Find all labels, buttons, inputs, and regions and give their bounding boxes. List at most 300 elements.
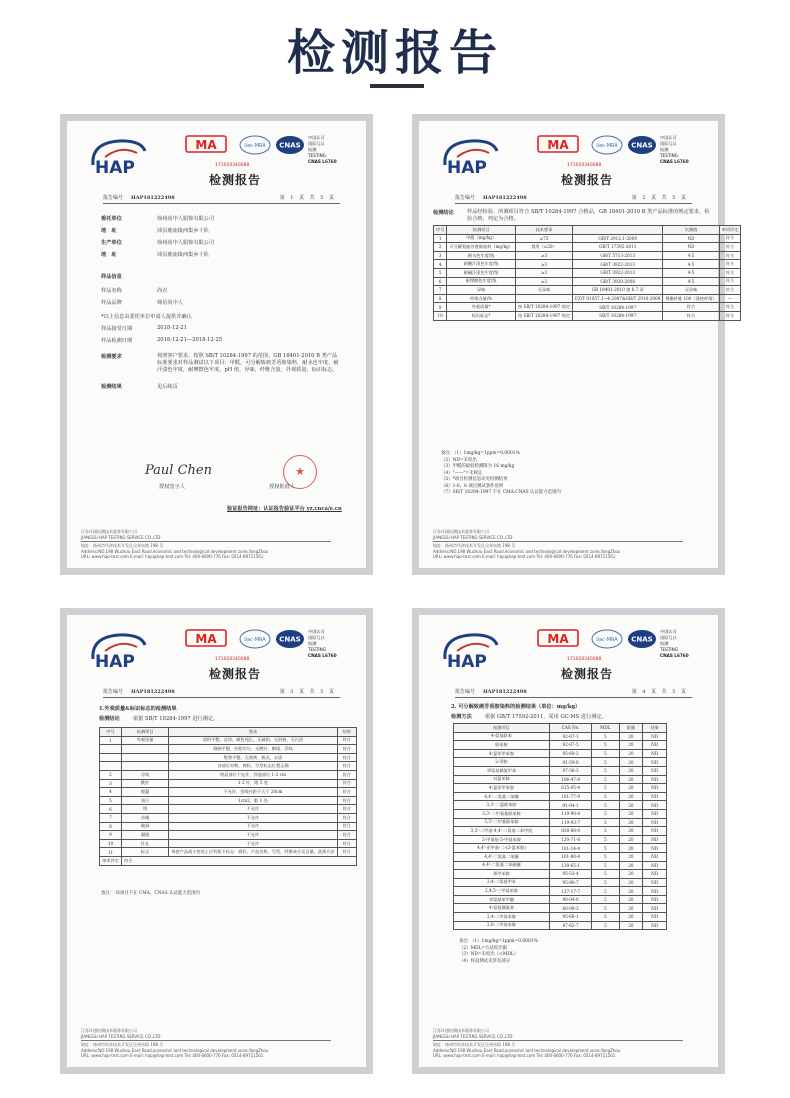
ma-code: 171020340088 — [567, 163, 602, 168]
page-number: 第 1 页 共 5 页 — [279, 195, 336, 201]
table-row — [454, 921, 667, 930]
table-cell: 20 — [619, 870, 643, 879]
table-cell: 20 — [619, 809, 643, 818]
table-cell: 无异味 — [663, 286, 719, 295]
report-footer: 江苏环通检测技术服务有限公司 JIANGSU HAP TESTING SERVICE CO.,LTD 地址：扬州市经济技术开发区吴州东路 198 号 Address:NO.198 Wuzhou East Road,economic and technological development zone,YangZhou URL: www.hap-test.com E-mail: hap@hap-test.com Tel: 400-6600-776 Fax: 0514-89711561 — [433, 529, 733, 560]
table-row — [454, 878, 667, 887]
notes: 备注： 该项目不在 CMA、CNAS 认证能力范围内 — [101, 891, 200, 896]
page-number: 第 2 页 共 5 页 — [631, 195, 688, 201]
table-cell: 5 — [592, 801, 619, 810]
table-cell: ND — [643, 749, 667, 758]
section-title: 1.外观质量&标识标志的检测结果 — [99, 706, 177, 712]
table-cell: ND — [643, 758, 667, 767]
table-cell: 油污 — [121, 796, 168, 805]
table-row — [454, 792, 667, 801]
table-cell: ≥3 — [515, 260, 572, 269]
cma-logo-icon — [185, 135, 235, 155]
field-manufacturer: 生产单位 徐州尚中人服饰有限公司 — [101, 240, 215, 246]
appearance-table — [99, 727, 357, 866]
signature: Paul Chen — [145, 463, 212, 478]
table-cell: ND — [643, 852, 667, 861]
table-cell: 90-04-0 — [550, 895, 592, 904]
table-cell: 5 — [592, 749, 619, 758]
table-cell: 3 — [434, 251, 447, 260]
svg-text:CNAS: CNAS — [279, 141, 301, 150]
table-header — [434, 226, 741, 235]
table-cell: 20 — [619, 792, 643, 801]
table-cell — [100, 762, 122, 771]
table-cell: 137-17-7 — [550, 887, 592, 896]
col-verdict: 单项评定 — [719, 226, 741, 235]
approver-label: 授权批准人 — [269, 484, 295, 490]
table-cell: 1cm2，限 1 处 — [169, 796, 337, 805]
table-cell: ND — [643, 844, 667, 853]
table-cell: 2 — [100, 770, 122, 779]
table-cell: 7 — [434, 286, 447, 295]
table-cell: 不允许 — [169, 805, 337, 814]
table-row — [454, 904, 667, 913]
verify-link[interactable]: 验证报告网址：认证报告验证平台 yz.cnca/e.cn — [227, 506, 342, 512]
notes: 备注：（1）1mg/kg=1ppm=0.0001% （2）MDL=方法检出限 （3）ND=未检出（<MDL） （4）样品测试未涉及部分 — [459, 939, 538, 964]
field-test-date: 样品检测日期 2018-12-21---2018-12-25 — [101, 337, 223, 344]
table-cell: 20 — [619, 818, 643, 827]
table-cell — [100, 745, 122, 754]
table-row — [454, 818, 667, 827]
table-cell: 浮线 — [121, 770, 168, 779]
table-row — [100, 796, 357, 805]
table-cell: 106-47-8 — [550, 775, 592, 784]
table-cell: 20 — [619, 835, 643, 844]
table-cell: 95-53-4 — [550, 870, 592, 879]
table-cell: 5 — [592, 732, 619, 741]
table-cell: 邻氨基苯甲醚 — [454, 895, 550, 904]
cma-logo-icon — [537, 135, 587, 155]
cma-logo-icon — [185, 629, 235, 649]
table-cell: 20 — [619, 913, 643, 922]
table-cell: ND — [643, 809, 667, 818]
table-cell: 91-94-1 — [550, 801, 592, 810]
table-row — [434, 251, 741, 260]
table-cell: ND — [643, 775, 667, 784]
table-cell: 异味 — [447, 286, 516, 295]
cma-logo-icon — [537, 629, 587, 649]
table-cell: 5 — [592, 861, 619, 870]
table-cell: 97-56-3 — [550, 766, 592, 775]
table-cell: 符合 — [337, 813, 356, 822]
table-cell: 符合 — [663, 303, 719, 312]
table-cell: 5 — [592, 775, 619, 784]
table-cell: 6 — [434, 277, 447, 286]
table-cell: ND — [643, 895, 667, 904]
report-number: 报告编号 HAP181222498 — [103, 689, 175, 695]
table-cell: GB/T 3922-2013 — [573, 268, 663, 277]
table-cell: 5 — [592, 887, 619, 896]
table-cell: 5 — [592, 913, 619, 922]
table-cell: 熨烫平整，无烫黄、极光、水渍 — [169, 753, 337, 762]
svg-text:CNAS: CNAS — [631, 635, 653, 644]
divider — [455, 203, 692, 204]
table-row — [454, 844, 667, 853]
table-cell: 4 — [100, 788, 122, 797]
table-header — [454, 724, 667, 733]
table-row — [454, 852, 667, 861]
field-result: 检测结果 见后续页 — [101, 384, 178, 390]
table-cell: SB/T 10284-1997 — [573, 311, 663, 320]
col-measured: 实测值 — [663, 226, 719, 235]
table-cell: 4,4'-二氨基二苯醚 — [454, 792, 550, 801]
table-cell: 5 — [100, 796, 122, 805]
table-cell: 符合 — [337, 805, 356, 814]
table-cell: 耐水色牢度/级 — [447, 251, 516, 260]
hap-logo-icon — [439, 629, 503, 673]
notes: 备注：（1）1mg/kg=1ppm=0.0001% （2）ND=未检出 （3）甲醛的最低检测限为 16 mg/kg （4）"——"=未规定 （5）*项目检测信息详见检测结果 （6）1-6、8 项目测试条件说明 （7）SB/T 10284-1997 不在 CMA,CNAS 认证能力范围内 — [441, 451, 561, 495]
report-page-3[interactable] — [60, 608, 373, 1074]
cnas-logo-icon — [275, 629, 305, 649]
results-table — [433, 225, 741, 321]
table-cell: 91-59-8 — [550, 758, 592, 767]
table-cell: 2,4,5-三甲基苯胺 — [454, 887, 550, 896]
table-cell: 符合 — [663, 311, 719, 320]
table-cell: 5 — [592, 741, 619, 750]
field-conclusion: 检测结论 样品经检验，所测项目符合 SB/T 10284-1997 合格品，GB 18401-2010 B 类产品标准的规定要求，检验合格，判定为合格。 — [433, 209, 710, 222]
table-cell — [121, 762, 168, 771]
col-item: 检测项目 — [447, 226, 516, 235]
table-cell: 92-87-5 — [550, 741, 592, 750]
table-cell: 4,4'-二氨基二苯硫醚 — [454, 861, 550, 870]
table-cell: 119-93-7 — [550, 818, 592, 827]
col-requirement: 技术要求 — [515, 226, 572, 235]
table-cell: 20 — [619, 844, 643, 853]
field-client-address: 地 址 沛县鹿庙镇西集乡十队 — [101, 228, 209, 234]
table-cell: 10 — [434, 311, 447, 320]
table-cell: ND — [643, 913, 667, 922]
field-conclusion: 检测结论 依据 SB/T 10284-1997 进行测定。 — [99, 716, 219, 722]
table-row — [454, 749, 667, 758]
table-cell: 20 — [619, 895, 643, 904]
table-cell: 3 — [100, 779, 122, 788]
svg-text:ilac-MRA: ilac-MRA — [244, 143, 266, 149]
table-cell: ND — [643, 835, 667, 844]
table-cell: 符合 — [719, 243, 741, 252]
col-mdl: MDL — [592, 724, 619, 733]
svg-text:CNAS: CNAS — [631, 141, 653, 150]
table-cell: FZ/T 01057.1~4-2007&GB/T 2910-2009 — [573, 294, 663, 303]
table-cell: 4-5 — [663, 251, 719, 260]
table-cell: 符合 — [337, 779, 356, 788]
table-cell: 符合 — [719, 260, 741, 269]
table-cell: 20 — [619, 732, 643, 741]
table-row — [100, 822, 357, 831]
table-cell: 92-67-1 — [550, 732, 592, 741]
table-cell: 5 — [592, 852, 619, 861]
cnas-logo-icon — [627, 135, 657, 155]
table-cell: ND — [643, 801, 667, 810]
table-cell: 139-65-1 — [550, 861, 592, 870]
table-cell: 符合 — [337, 753, 356, 762]
table-row — [100, 788, 357, 797]
table-cell: 4-5 — [663, 277, 719, 286]
field-sample-brand: 样品品牌 韩信尚中人 — [101, 300, 183, 306]
field-method: 检测方法 依据 GB/T 17592-2011，采用 GC-MS 进行测定。 — [451, 714, 607, 720]
table-cell: 联苯胺 — [454, 741, 550, 750]
table-cell: — — [719, 294, 741, 303]
table-cell: 标志 — [121, 848, 168, 857]
table-cell: 甲醛（mg/kg） — [447, 234, 516, 243]
table-cell: 2-甲氧基-5-甲基苯胺 — [454, 835, 550, 844]
table-cell: 5 — [592, 827, 619, 836]
col-index: 序号 — [434, 226, 447, 235]
table-row — [434, 294, 741, 303]
table-cell: 20 — [619, 827, 643, 836]
table-cell: 20 — [619, 758, 643, 767]
svg-text:CNAS: CNAS — [279, 635, 301, 644]
table-cell: 符合 — [337, 796, 356, 805]
table-cell: 2,4-二甲基苯胺 — [454, 913, 550, 922]
table-cell: 3,3'-二甲氧基联苯胺 — [454, 809, 550, 818]
table-cell: 5 — [592, 895, 619, 904]
table-cell: ND — [663, 234, 719, 243]
col-item: 检测项目 — [121, 728, 168, 737]
table-cell: 95-68-1 — [550, 913, 592, 922]
table-cell: 符合 — [719, 303, 741, 312]
table-cell: 8 — [434, 294, 447, 303]
table-cell: 11 — [100, 848, 122, 857]
table-cell: 2 — [434, 243, 447, 252]
table-row — [100, 745, 357, 754]
col-method — [573, 226, 663, 235]
table-row — [454, 827, 667, 836]
table-cell: 符合 — [719, 286, 741, 295]
table-cell: 5 — [592, 844, 619, 853]
divider — [103, 697, 340, 698]
table-cell: 3,3'-二氯联苯胺 — [454, 801, 550, 810]
table-cell: 9 — [100, 831, 122, 840]
table-cell: 符合 — [337, 848, 356, 857]
section-title: 2. 可分解致癌芳香胺染料的检测结果（单位：mg/kg） — [451, 704, 581, 710]
table-cell: 符合 — [337, 831, 356, 840]
table-cell: 符合 — [719, 251, 741, 260]
table-row — [100, 805, 357, 814]
hap-logo-icon — [87, 629, 151, 673]
cnas-logo-icon — [627, 629, 657, 649]
table-row — [454, 887, 667, 896]
field-sample-name: 样品名称 尚衣 — [101, 288, 168, 294]
table-cell: 符合 — [719, 268, 741, 277]
table-cell: 符合 — [719, 277, 741, 286]
table-cell: 20 — [619, 878, 643, 887]
table-cell: 耐酸汗渍色牢度/级 — [447, 260, 516, 269]
accreditation-logos — [185, 629, 348, 659]
table-cell: ≥3 — [515, 268, 572, 277]
ma-code: 171020340088 — [215, 657, 250, 662]
report-number: 报告编号 HAP181222498 — [455, 195, 527, 201]
table-cell: 615-05-4 — [550, 784, 592, 793]
table-row — [100, 762, 357, 771]
cnas-text: 中国认可 国际互认 检测 TESTING CNAS L6760 — [308, 629, 337, 658]
table-cell: 20 — [619, 749, 643, 758]
table-cell: 5 — [592, 758, 619, 767]
report-page-1[interactable] — [60, 114, 373, 575]
table-cell: ND — [643, 904, 667, 913]
table-cell: 5 — [592, 818, 619, 827]
table-cell: ND — [643, 861, 667, 870]
table-cell: 4-氯邻甲苯胺 — [454, 749, 550, 758]
table-header — [100, 728, 357, 737]
table-cell: 8 — [100, 822, 122, 831]
table-cell: ND — [643, 878, 667, 887]
table-cell: 符合 — [719, 311, 741, 320]
table-cell: 9 — [434, 303, 447, 312]
table-cell: 耐摩擦色牢度/级 — [447, 277, 516, 286]
table-cell: 2,6-二甲基苯胺 — [454, 921, 550, 930]
table-cell: 20 — [619, 887, 643, 896]
table-row — [434, 303, 741, 312]
accreditation-logos — [537, 629, 700, 659]
table-cell: GB/T 3920-2008 — [573, 277, 663, 286]
table-cell: 5 — [592, 766, 619, 775]
table-cell: 4 — [434, 260, 447, 269]
table-cell: 1-2 针，限 5 处 — [169, 779, 337, 788]
ilac-mra-logo-icon — [238, 135, 272, 155]
table-cell: 5 — [592, 921, 619, 930]
table-cell: 各部位对称，商标、号型标志位置正确 — [169, 762, 337, 771]
field-receive-date: 样品接受日期 2018-12-21 — [101, 325, 187, 332]
table-cell: GB 18401-2010 第 6.7 章 — [573, 286, 663, 295]
table-row — [434, 243, 741, 252]
table-cell: 符合 — [337, 822, 356, 831]
table-cell: 符合 — [719, 234, 741, 243]
svg-text:ilac-MRA: ilac-MRA — [244, 637, 266, 643]
cnas-text: 中国认可 国际互认 检测 TESTING CNAS L6760 — [660, 629, 689, 658]
table-cell: 按 SB/T 10284-1997 规定 — [515, 303, 572, 312]
table-cell: 不允许 — [169, 839, 337, 848]
col-requirement: 要求 — [169, 728, 337, 737]
report-page-2[interactable] — [412, 114, 739, 575]
svg-text:MA: MA — [547, 138, 569, 152]
table-cell: 20 — [619, 766, 643, 775]
amine-table — [453, 723, 667, 930]
table-row — [100, 736, 357, 745]
svg-text:HAP: HAP — [95, 158, 135, 178]
table-cell: 可分解致癌芳香胺染料（mg/kg） — [447, 243, 516, 252]
table-row — [454, 870, 667, 879]
table-cell: 外观质量 — [121, 736, 168, 745]
col-cas: CAS No. — [550, 724, 592, 733]
table-cell: 87-62-7 — [550, 921, 592, 930]
table-cell: 20 — [619, 741, 643, 750]
table-cell: 101-14-4 — [550, 844, 592, 853]
table-cell: 符合 — [337, 745, 356, 754]
table-cell: 120-71-8 — [550, 835, 592, 844]
table-cell: GB/T 5713-2013 — [573, 251, 663, 260]
cnas-text: 中国认可 国际互认 检测 TESTING CNAS L6760 — [308, 135, 337, 164]
table-row — [454, 809, 667, 818]
report-page-4[interactable] — [412, 608, 725, 1074]
table-cell: 按 SB/T 10284-1997 规定 — [515, 311, 572, 320]
table-row — [100, 813, 357, 822]
table-cell: 4-氨基联苯 — [454, 732, 550, 741]
sample-info-title: 样品信息 — [101, 274, 122, 280]
final-verdict-row: 单项评定 符合 — [100, 856, 357, 865]
accreditation-logos — [185, 135, 348, 165]
table-cell: 101-77-9 — [550, 792, 592, 801]
table-cell: 3,3'-二甲基-4,4'-二氨基二苯甲烷 — [454, 827, 550, 836]
table-cell: 缝制平整，针距均匀，无跳针、断线、浮线 — [169, 745, 337, 754]
cnas-text: 中国认可 国际互认 检测 TESTING CNAS L6760 — [660, 135, 689, 164]
table-cell: ND — [643, 732, 667, 741]
table-cell: 5 — [434, 268, 447, 277]
table-cell: SB/T 10284-1997 — [573, 303, 663, 312]
svg-text:MA: MA — [547, 632, 569, 646]
table-cell: 锈 — [121, 805, 168, 814]
col-index: 序号 — [100, 728, 122, 737]
table-cell: 标识标志* — [447, 311, 516, 320]
table-cell: 符合 — [337, 839, 356, 848]
table-row — [100, 831, 357, 840]
report-footer: 江苏环通检测技术服务有限公司 JIANGSU HAP TESTING SERVICE CO.,LTD 地址：扬州市经济技术开发区吴州东路 198 号 Address:NO.198 Wuzhou East Road,economic and technological development zone,YangZhou URL: www.hap-test.com E-mail: hap@hap-test.com Tel: 400-6600-776 Fax: 0514-89711561 — [433, 1028, 733, 1059]
table-cell: 6 — [100, 805, 122, 814]
signer-label: 授权签字人 — [159, 484, 185, 490]
table-row — [100, 848, 357, 857]
table-cell: 纤维含量/% — [447, 294, 516, 303]
svg-text:ilac-MRA: ilac-MRA — [596, 637, 618, 643]
table-cell: 838-88-0 — [550, 827, 592, 836]
table-row — [434, 268, 741, 277]
table-cell: ND — [643, 792, 667, 801]
table-cell: 2,4-二氨基甲苯 — [454, 878, 550, 887]
table-cell: 95-80-7 — [550, 878, 592, 887]
report-footer: 江苏环通检测技术服务有限公司 JIANGSU HAP TESTING SERVICE CO.,LTD 地址：扬州市经济技术开发区吴州东路 198 号 Address:NO.198 Wuzhou East Road,economic and technological development zone,YangZhou URL: www.hap-test.com E-mail: hap@hap-test.com Tel: 400-6600-776 Fax: 0514-89711561 — [81, 1028, 381, 1059]
table-cell: 外观质量* — [447, 303, 516, 312]
report-number: 报告编号 HAP181222498 — [103, 195, 175, 201]
table-cell: 沙眼 — [121, 813, 168, 822]
table-cell: 5 — [592, 878, 619, 887]
accreditation-logos — [537, 135, 700, 165]
ilac-mra-logo-icon — [238, 629, 272, 649]
table-cell: 5 — [592, 870, 619, 879]
table-cell: 对氯苯胺 — [454, 775, 550, 784]
table-row — [454, 861, 667, 870]
table-cell: 7 — [100, 813, 122, 822]
col-result: 结果 — [643, 724, 667, 733]
table-row — [100, 779, 357, 788]
table-cell — [515, 294, 572, 303]
table-cell — [100, 753, 122, 762]
table-cell: 明显部位不允许，其他部位 1-2 cm — [169, 770, 337, 779]
table-row — [454, 758, 667, 767]
table-cell: 不允许 — [169, 813, 337, 822]
table-row — [434, 277, 741, 286]
report-footer: 江苏环通检测技术服务有限公司 JIANGSU HAP TESTING SERVICE CO.,LTD 地址：扬州市经济技术开发区吴州东路 198 号 Address:NO.198 Wuzhou East Road,economic and technological development zone,YangZhou URL: www.hap-test.com E-mail: hap@hap-test.com Tel: 400-6600-776 Fax: 0514-89711561 — [81, 529, 381, 560]
table-cell: 不允许 — [169, 831, 337, 840]
ilac-mra-logo-icon — [590, 135, 624, 155]
doc-title: 检测报告 — [209, 667, 262, 681]
table-cell: 4-5 — [663, 268, 719, 277]
svg-text:MA: MA — [195, 138, 217, 152]
table-cell: 针孔 — [121, 839, 168, 848]
table-cell: ND — [643, 784, 667, 793]
hap-logo-icon — [87, 135, 151, 179]
table-cell: 5 — [592, 904, 619, 913]
table-cell: 1 — [434, 234, 447, 243]
doc-title: 检测报告 — [209, 173, 262, 187]
table-cell: ND — [663, 243, 719, 252]
table-cell: 20 — [619, 861, 643, 870]
svg-text:ilac-MRA: ilac-MRA — [596, 143, 618, 149]
table-cell: 无异味 — [515, 286, 572, 295]
table-cell: 95-69-2 — [550, 749, 592, 758]
table-cell: 4-5 — [663, 260, 719, 269]
